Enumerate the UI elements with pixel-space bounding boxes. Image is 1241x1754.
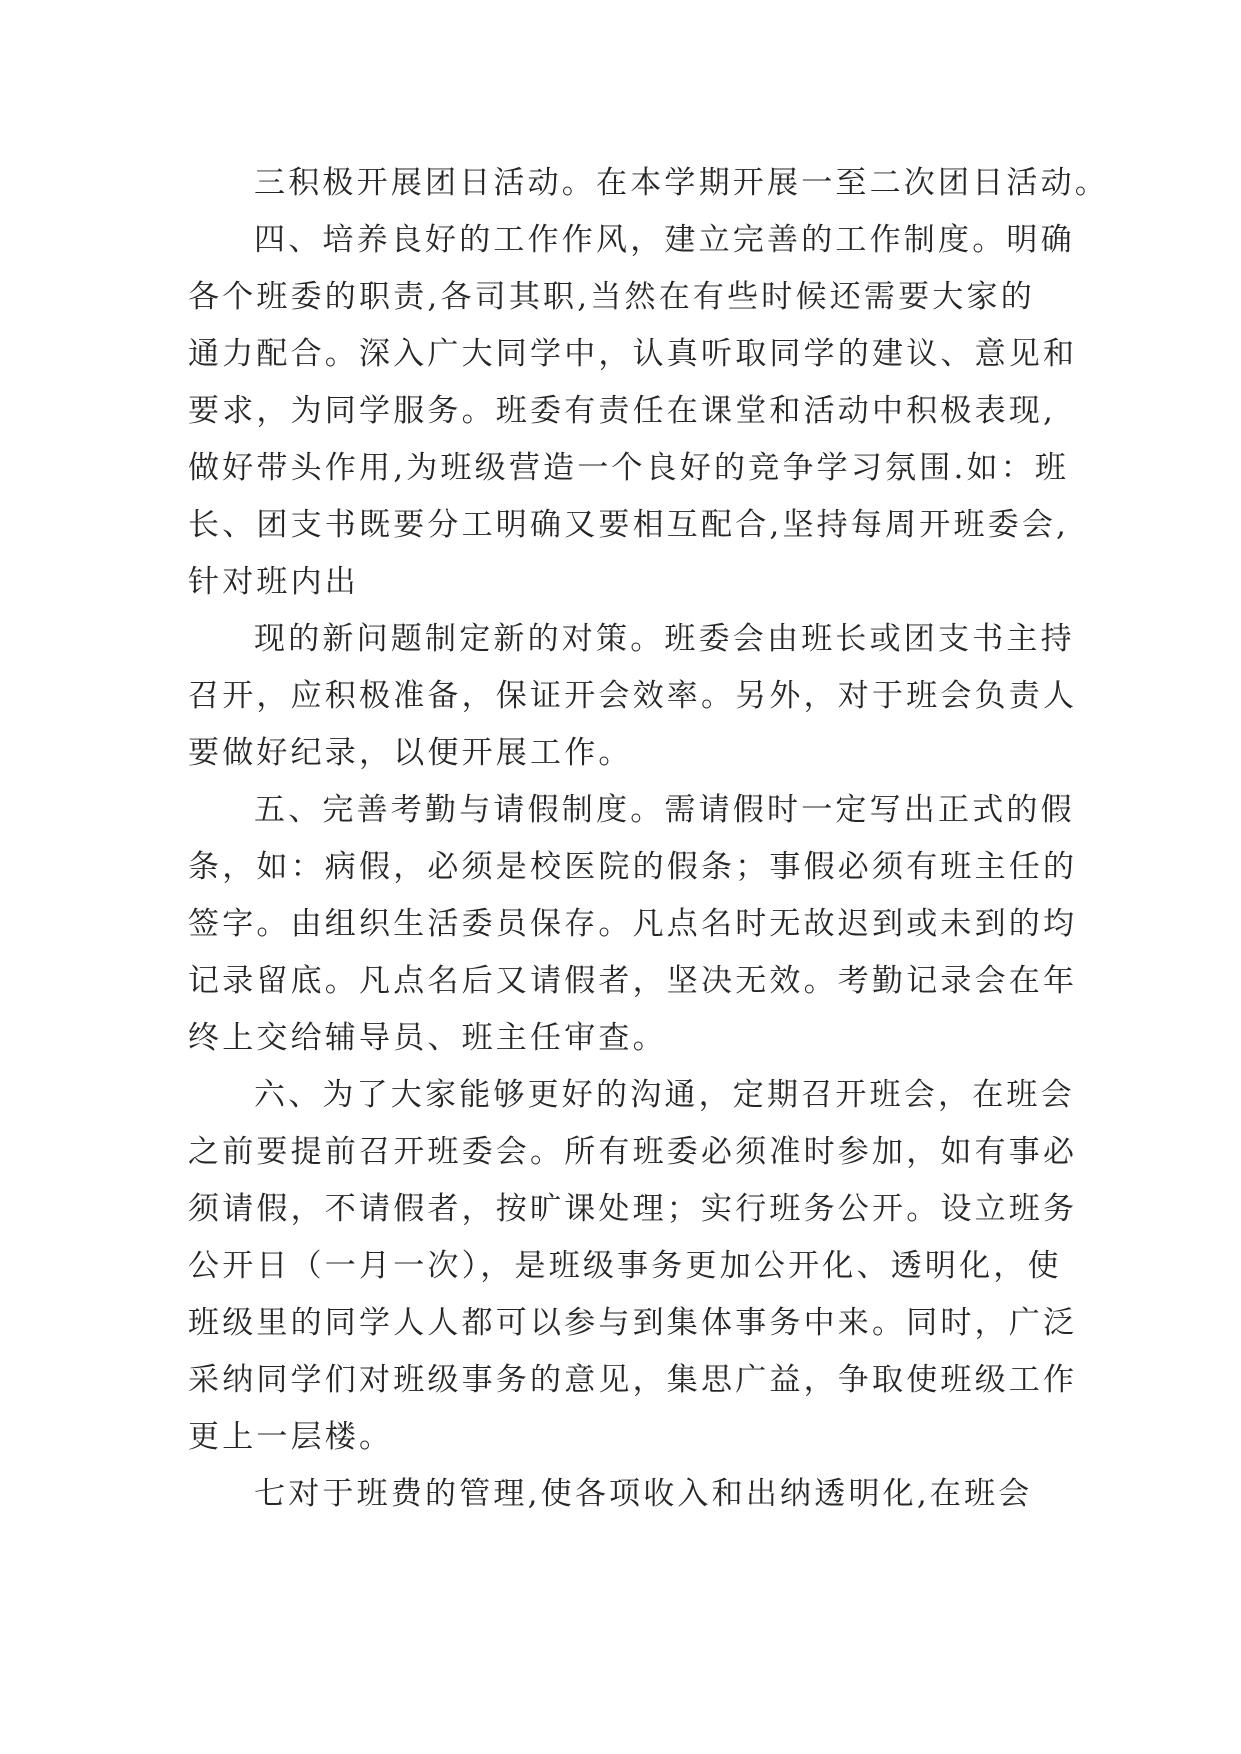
text-line: 四、培养良好的工作作风，建立完善的工作制度。明确 xyxy=(254,222,1075,258)
text-line: 更上一层楼。 xyxy=(188,1419,394,1455)
text-line: 长、团支书既要分工明确又要相互配合,坚持每周开班委会, xyxy=(188,507,1070,543)
text-line: 公开日（一月一次），是班级事务更加公开化、透明化，使 xyxy=(188,1248,1062,1284)
text-line: 针对班内出 xyxy=(188,564,359,600)
text-line: 七对于班费的管理,使各项收入和出纳透明化,在班会 xyxy=(254,1476,1033,1512)
document-body xyxy=(188,155,1109,1523)
text-line: 签字。由组织生活委员保存。凡点名时无故迟到或未到的均 xyxy=(188,906,1078,942)
text-line: 之前要提前召开班委会。所有班委必须准时参加，如有事必 xyxy=(188,1134,1078,1170)
text-line: 采纳同学们对班级事务的意见，集思广益，争取使班级工作 xyxy=(188,1362,1078,1398)
text-line: 终上交给辅导员、班主任审查。 xyxy=(188,1020,667,1056)
text-line: 三积极开展团日活动。在本学期开展一至二次团日活动。 xyxy=(254,165,1109,201)
text-line: 要求，为同学服务。班委有责任在课堂和活动中积极表现, xyxy=(188,393,1057,429)
text-line: 各个班委的职责,各司其职,当然在有些时候还需要大家的 xyxy=(188,279,1035,315)
text-line: 通力配合。深入广大同学中，认真听取同学的建议、意见和 xyxy=(188,336,1078,372)
text-line: 现的新问题制定新的对策。班委会由班长或团支书主持 xyxy=(254,621,1075,657)
text-line: 做好带头作用,为班级营造一个良好的竞争学习氛围.如：班 xyxy=(188,450,1070,486)
text-line: 六、为了大家能够更好的沟通，定期召开班会，在班会 xyxy=(254,1077,1075,1113)
text-line: 记录留底。凡点名后又请假者，坚决无效。考勤记录会在年 xyxy=(188,963,1078,999)
text-line: 须请假，不请假者，按旷课处理；实行班务公开。设立班务 xyxy=(188,1191,1078,1227)
text-line: 条，如：病假，必须是校医院的假条；事假必须有班主任的 xyxy=(188,849,1078,885)
text-line: 要做好纪录，以便开展工作。 xyxy=(188,735,633,771)
text-line: 班级里的同学人人都可以参与到集体事务中来。同时，广泛 xyxy=(188,1305,1078,1341)
text-line: 召开，应积极准备，保证开会效率。另外，对于班会负责人 xyxy=(188,678,1078,714)
text-line: 五、完善考勤与请假制度。需请假时一定写出正式的假 xyxy=(254,792,1075,828)
